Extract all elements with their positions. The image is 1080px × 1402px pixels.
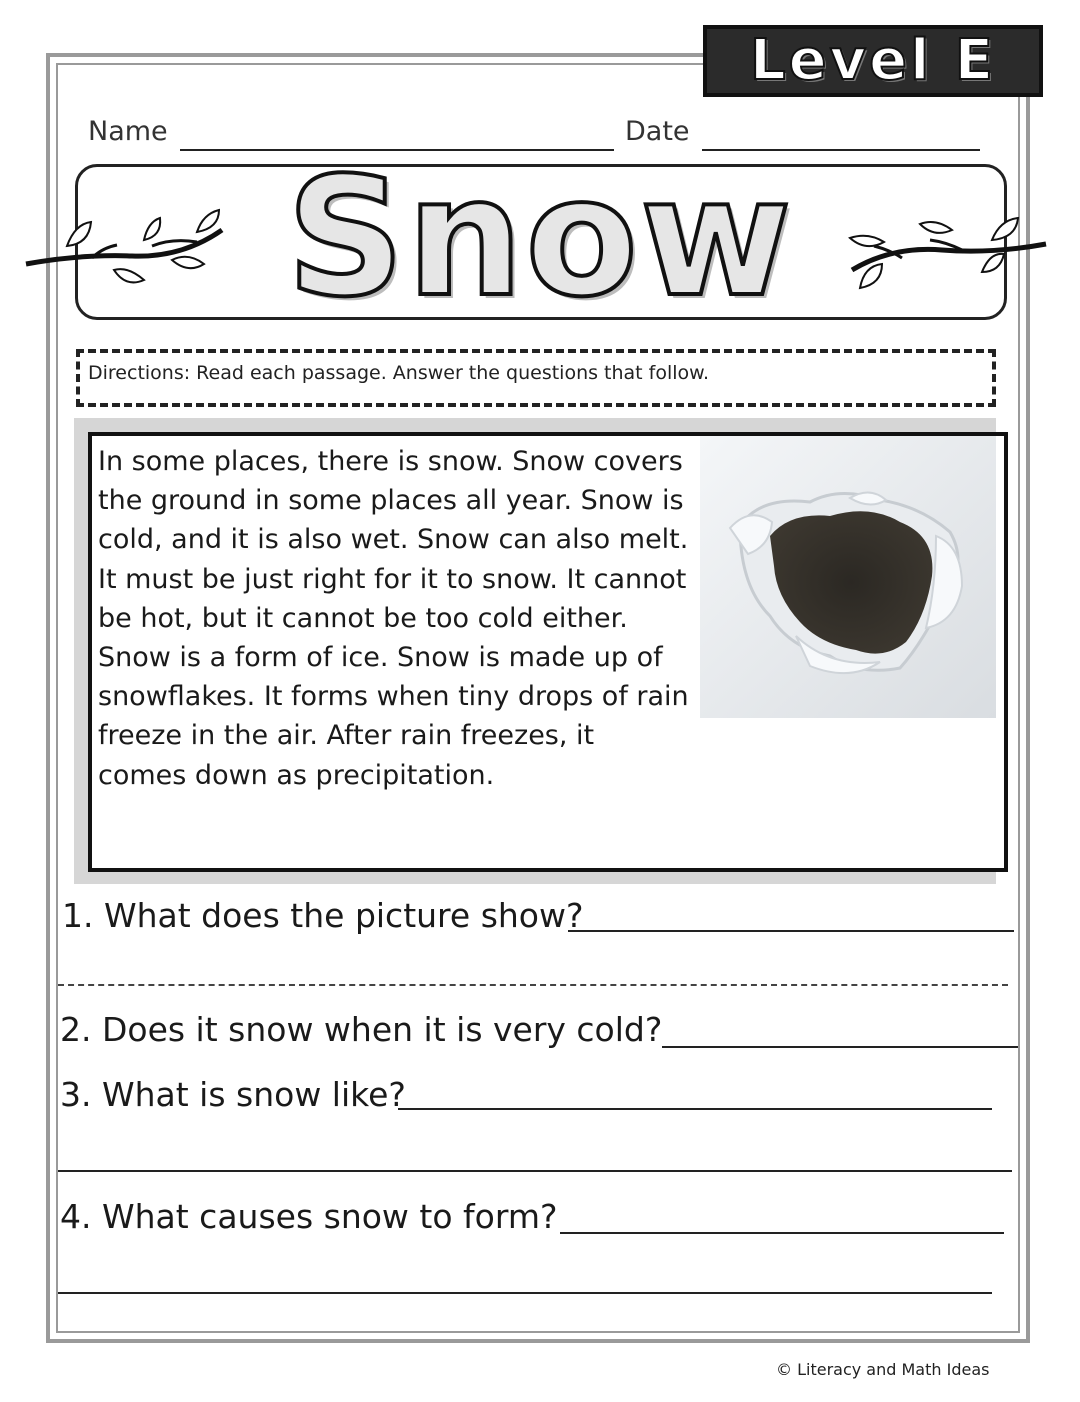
- photo-spacer: [690, 442, 998, 732]
- answer-2-line[interactable]: [662, 1046, 1018, 1048]
- worksheet-title: Snow: [286, 142, 794, 333]
- answer-3-line-2[interactable]: [58, 1170, 1012, 1172]
- level-badge: [703, 25, 1043, 97]
- copyright-notice: © Literacy and Math Ideas: [776, 1360, 990, 1379]
- date-label: Date: [625, 116, 690, 147]
- level-badge-text: Level E: [749, 28, 997, 93]
- reading-passage: [88, 432, 1008, 872]
- answer-1-line[interactable]: [568, 930, 1014, 932]
- directions-box: [76, 349, 996, 407]
- answer-4-line-2[interactable]: [58, 1292, 992, 1294]
- name-label: Name: [88, 116, 168, 147]
- question-4: 4. What causes snow to form?: [60, 1197, 558, 1236]
- answer-1-line-2[interactable]: [58, 984, 1008, 986]
- passage-text: [98, 442, 998, 795]
- answer-3-line[interactable]: [398, 1108, 992, 1110]
- directions-text: Directions: Read each passage. Answer the questions that follow.: [88, 362, 710, 384]
- question-1: 1. What does the picture show?: [62, 896, 584, 935]
- question-2: 2. Does it snow when it is very cold?: [60, 1010, 663, 1049]
- question-3: 3. What is snow like?: [60, 1075, 406, 1114]
- answer-4-line[interactable]: [560, 1232, 1004, 1234]
- passage-body: In some places, there is snow. Snow covers the ground in some places all year. Snow is cold, and it is also wet. Snow can also melt. It must be just right for it to snow. It cannot be hot, but it cannot be too cold either. Snow is a form of ice. Snow is made up of snowflakes. It forms when tiny drops of rain freeze in the air. After rain freezes, it comes down as precipitation.: [98, 446, 689, 791]
